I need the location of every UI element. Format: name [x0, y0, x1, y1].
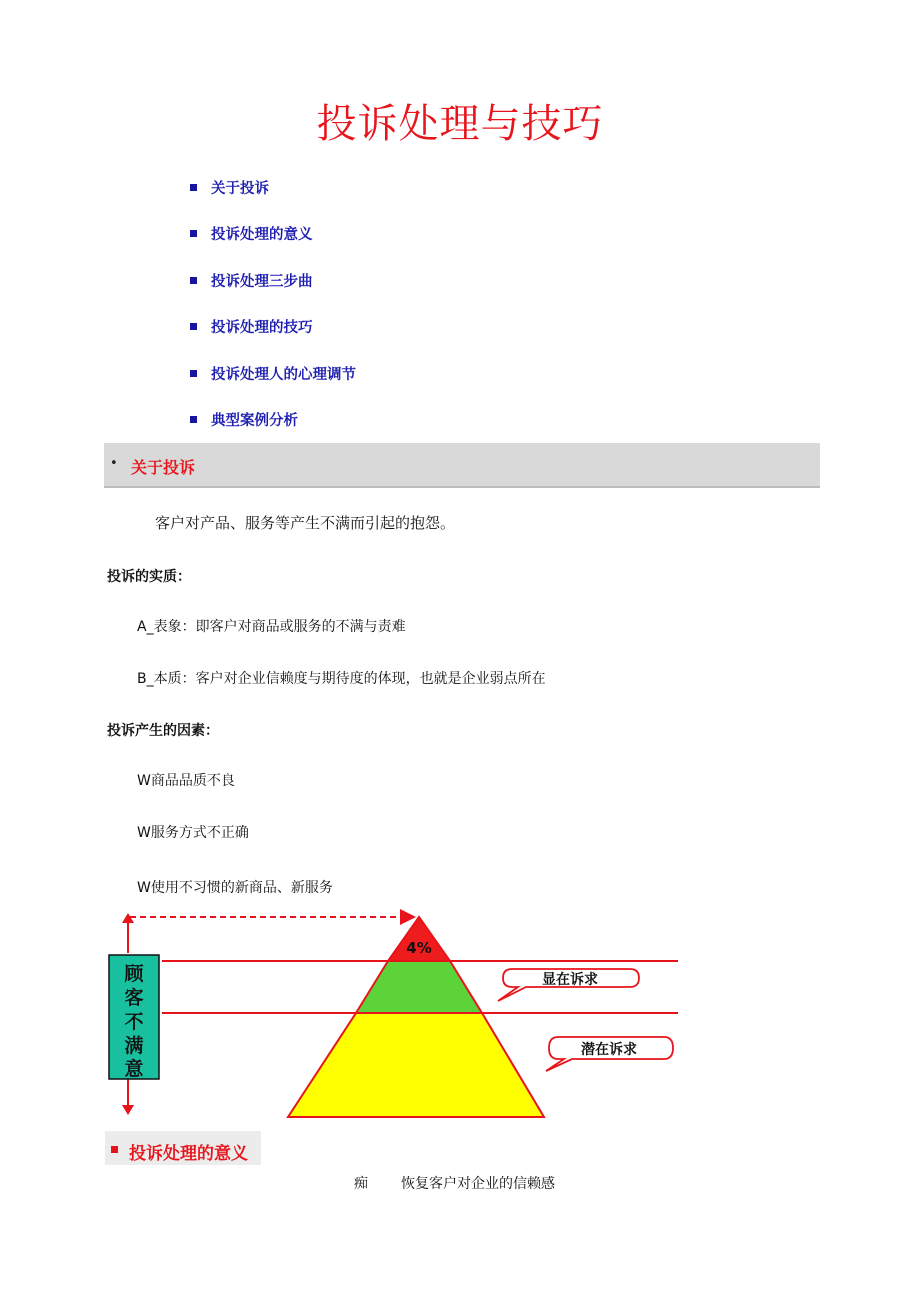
section-heading: 关于投诉	[131, 458, 196, 477]
toc-item-label: 关于投诉	[211, 180, 269, 197]
page-title: 投诉处理与技巧	[316, 101, 604, 147]
square-bullet-icon	[190, 277, 197, 284]
essence-heading: 投诉的实质：	[107, 569, 191, 585]
pyramid-middle-layer	[356, 961, 482, 1013]
square-bullet-icon	[190, 230, 197, 237]
toc-item-label: 投诉处理的技巧	[211, 320, 313, 337]
table-of-contents	[190, 164, 356, 443]
bullet-dot: •	[110, 456, 118, 471]
square-bullet-icon	[190, 416, 197, 423]
toc-item-label: 投诉处理人的心理调节	[211, 366, 356, 383]
toc-item-label: 典型案例分析	[211, 413, 298, 430]
essence-a: A_表象：即客户对商品或服务的不满与责难	[137, 619, 406, 635]
square-bullet-icon	[190, 370, 197, 377]
toc-item[interactable]	[190, 164, 356, 211]
factor-item: W商品品质不良	[137, 773, 235, 789]
factors-heading: 投诉产生的因素：	[107, 723, 219, 739]
closing-mark: 痴	[354, 1176, 368, 1192]
side-label-char: 客	[124, 987, 144, 1009]
closing-text: 恢复客户对企业的信赖感	[401, 1176, 555, 1192]
toc-item[interactable]	[190, 397, 356, 444]
square-bullet-icon	[190, 323, 197, 330]
dissatisfaction-pyramid-figure	[100, 905, 690, 1127]
pyramid-top-label: 4%	[406, 939, 432, 957]
complaint-definition: 客户对产品、服务等产生不满而引起的抱怨。	[155, 514, 456, 532]
side-label-char: 满	[124, 1035, 144, 1057]
side-label-char: 顾	[124, 963, 144, 985]
toc-item-label: 投诉处理三步曲	[211, 273, 313, 290]
side-label-char: 不	[124, 1011, 144, 1033]
side-label-char: 意	[124, 1058, 144, 1080]
toc-item[interactable]	[190, 350, 356, 397]
factor-item: W服务方式不正确	[137, 825, 249, 841]
toc-item-label: 投诉处理的意义	[211, 227, 313, 244]
section-banner-significance	[105, 1131, 261, 1165]
toc-item[interactable]	[190, 211, 356, 258]
toc-item[interactable]	[190, 304, 356, 351]
section-heading: 投诉处理的意义	[129, 1144, 248, 1164]
square-bullet-icon	[190, 184, 197, 191]
pyramid-bottom-layer	[288, 1013, 544, 1117]
square-bullet-icon	[111, 1146, 118, 1153]
factor-item: W使用不习惯的新商品、新服务	[137, 880, 333, 896]
callout-explicit-label: 显在诉求	[542, 972, 598, 988]
arrow-down-icon	[122, 1105, 134, 1115]
essence-b: B_本质：客户对企业信赖度与期待度的体现，也就是企业弱点所在	[137, 671, 546, 687]
callout-latent-label: 潜在诉求	[581, 1042, 637, 1058]
section-banner	[104, 443, 820, 488]
toc-item[interactable]	[190, 257, 356, 304]
